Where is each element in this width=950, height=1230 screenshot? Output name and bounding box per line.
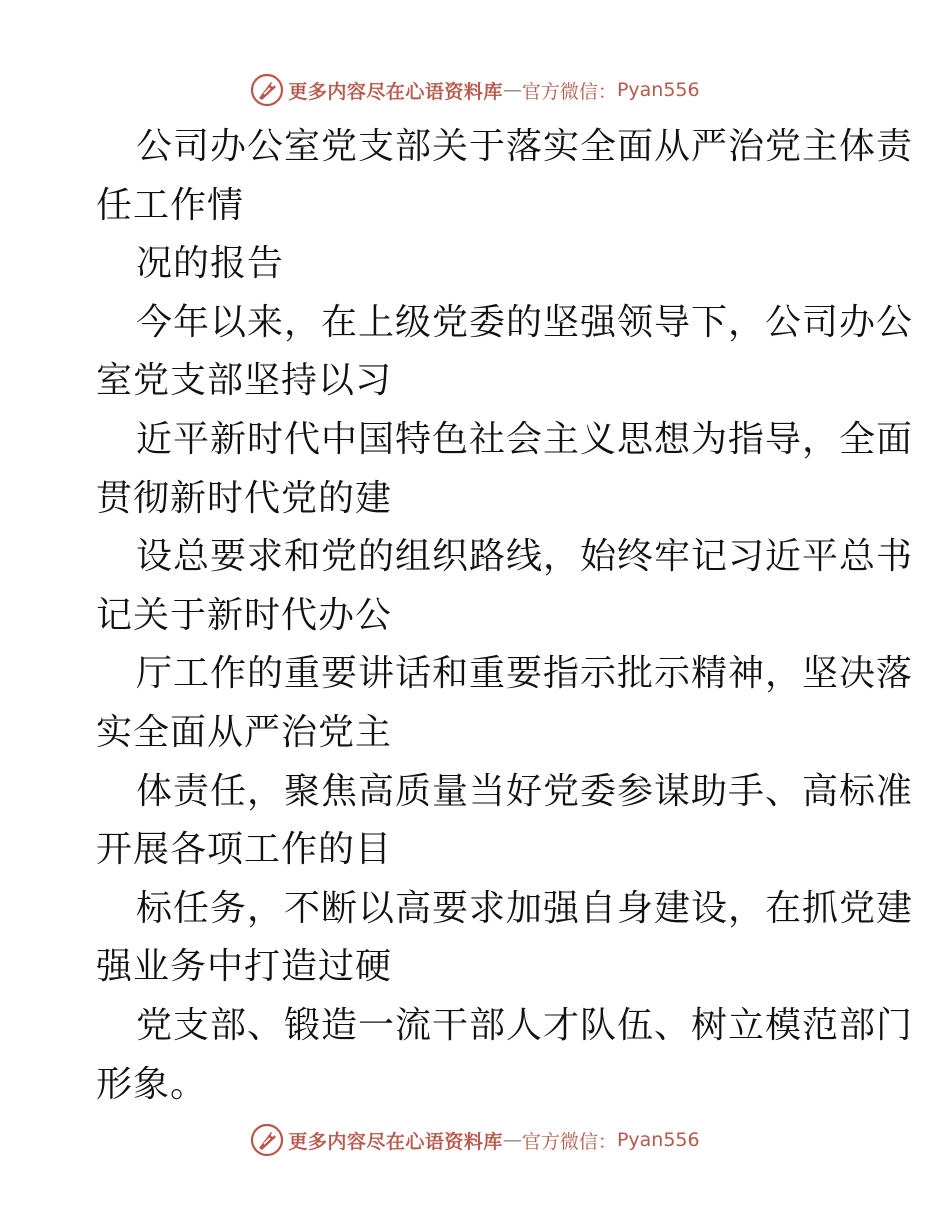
text-line: 开展各项工作的目: [96, 829, 393, 871]
header-banner: [0, 70, 950, 110]
banner-wechat-label: 官方微信：: [521, 80, 617, 103]
text-line: 党支部、锻造一流干部人才队伍、树立模范部门: [136, 1004, 914, 1046]
text-line: 记关于新时代办公: [96, 594, 393, 636]
text-line: 厅工作的重要讲话和重要指示批示精神，坚决落: [136, 653, 914, 695]
text-line: 实全面从严治党主: [96, 711, 393, 753]
banner-text: 更多内容尽在心语资料库: [288, 1130, 503, 1153]
title-line-2: 任工作情: [96, 184, 245, 226]
text-line: 设总要求和党的组织路线，始终牢记习近平总书: [136, 536, 914, 578]
banner-wechat-id: Pyan556: [616, 79, 700, 101]
banner-dash: —: [502, 1129, 522, 1151]
text-line: 形象。: [96, 1063, 208, 1105]
text-line: 室党支部坚持以习: [96, 360, 393, 402]
banner-dash: —: [502, 79, 522, 101]
banner-wechat-id: Pyan556: [616, 1129, 700, 1151]
banner-text: 更多内容尽在心语资料库: [288, 80, 503, 103]
text-line: 强业务中打造过硬: [96, 946, 393, 988]
title-line-1: 公司办公室党支部关于落实全面从严治党主体责: [136, 126, 914, 167]
footer-banner: [0, 1120, 950, 1160]
text-line: 近平新时代中国特色社会主义思想为指导，全面: [136, 418, 914, 460]
pen-nib-logo-icon: [250, 73, 284, 107]
pen-nib-logo-icon: [250, 1123, 284, 1157]
banner-wechat-label: 官方微信：: [521, 1130, 617, 1153]
text-line: 标任务，不断以高要求加强自身建设，在抓党建: [136, 887, 914, 929]
document-body: [96, 118, 914, 1114]
text-line: 贯彻新时代党的建: [96, 477, 393, 519]
title-line-3: 况的报告: [136, 243, 285, 285]
text-line: 体责任，聚焦高质量当好党委参谋助手、高标准: [136, 770, 914, 812]
text-line: 今年以来，在上级党委的坚强领导下，公司办公: [136, 301, 914, 343]
